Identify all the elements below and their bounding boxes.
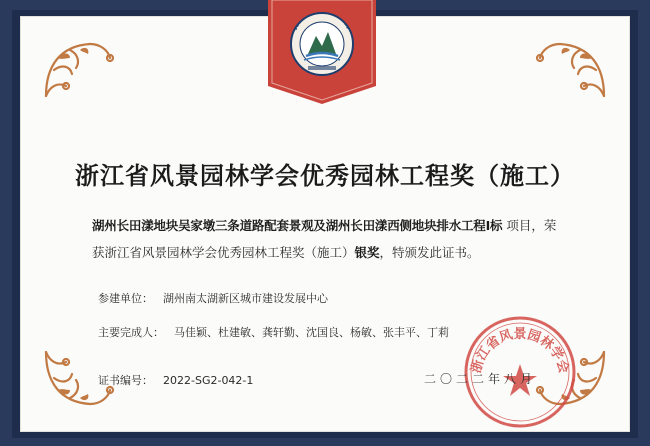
project-name: 湖州长田漾地块吴家墩三条道路配套景观及湖州长田漾西侧地块排水工程Ⅰ标 (92, 218, 503, 233)
corner-ornament-icon (40, 36, 120, 106)
people-label: 主要完成人： (98, 326, 164, 339)
society-emblem-icon (268, 0, 376, 104)
org-label: 参建单位： (98, 292, 153, 305)
body-phrase: 项目，荣获浙江省风景园林学会优秀园林工程奖（施工） (92, 218, 557, 260)
body-phrase-end: ，特颁发此证书。 (379, 245, 480, 260)
cert-value: 2022-SG2-042-1 (163, 374, 254, 387)
svg-text:浙江省风景园林学会: 浙江省风景园林学会 (469, 327, 571, 375)
participating-unit (98, 290, 328, 306)
org-value: 湖州南太湖新区城市建设发展中心 (163, 292, 328, 305)
corner-ornament-icon (530, 36, 610, 106)
certificate-body (92, 212, 562, 266)
certificate-title: 浙江省风景园林学会优秀园林工程奖（施工） (75, 161, 575, 190)
award-level: 银奖 (354, 245, 380, 260)
people-value: 马佳颖、杜建敏、龚轩勤、沈国良、杨敏、张丰平、丁莉 (174, 326, 449, 339)
certificate-number (98, 372, 253, 388)
issue-date: 二〇二二年八月 (424, 372, 537, 386)
certificate-paper (20, 16, 630, 432)
cert-label: 证书编号： (98, 374, 153, 387)
main-contributors (98, 324, 449, 340)
